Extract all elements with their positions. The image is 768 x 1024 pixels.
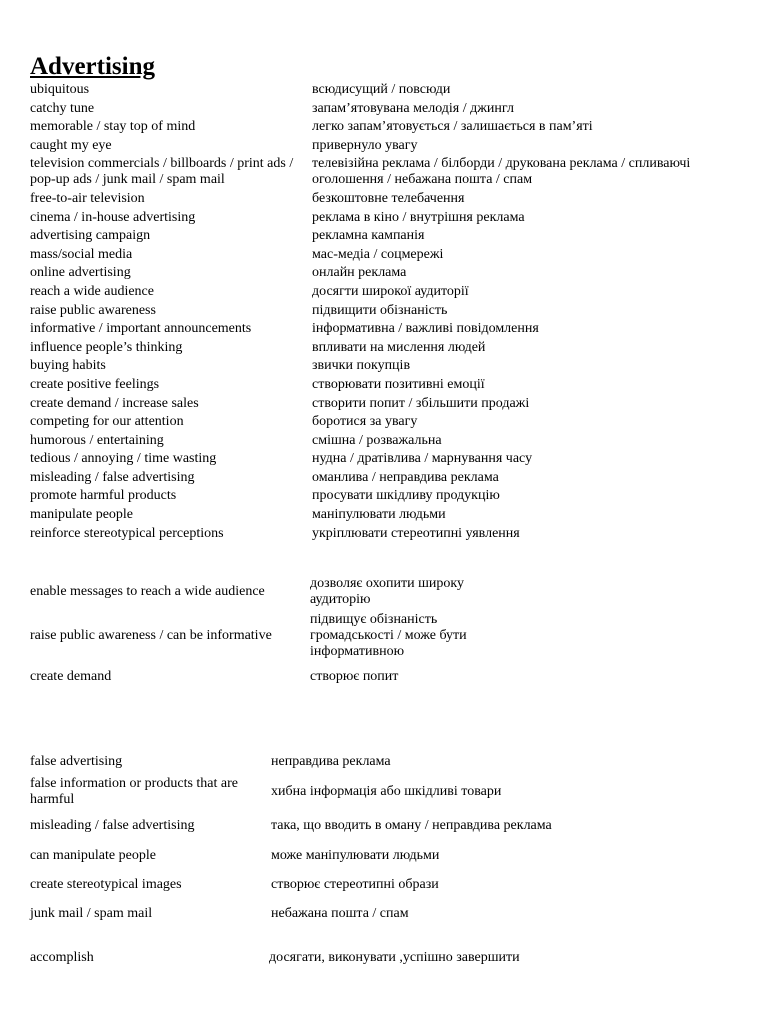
term-en: create demand — [30, 669, 112, 684]
term-uk: телевізійна реклама / білборди / друкована реклама / спливаючі оголошення / небажана пошта / спам — [312, 156, 691, 188]
table-row — [30, 470, 732, 489]
term-uk: смішна / розважальна — [312, 432, 442, 448]
term-uk: легко запам’ятовується / залишається в пам’яті — [312, 119, 593, 135]
table-row — [30, 898, 631, 930]
table-row — [30, 340, 732, 359]
term-uk: створює стереотипні образи — [271, 877, 439, 892]
table-row — [30, 82, 732, 101]
term-en: junk mail / spam mail — [30, 906, 153, 921]
table-row — [30, 303, 732, 322]
term-en: influence people’s thinking — [30, 339, 183, 355]
vocab-table-main — [30, 82, 732, 544]
table-row — [30, 840, 631, 872]
table-row — [30, 228, 732, 247]
term-en: false information or products that are harmful — [30, 776, 238, 807]
term-en: can manipulate people — [30, 848, 156, 863]
term-en: create stereotypical images — [30, 877, 182, 892]
term-uk: рекламна кампанія — [312, 228, 425, 244]
table-row — [30, 414, 732, 433]
table-row — [30, 396, 732, 415]
table-row — [30, 433, 732, 452]
table-row — [30, 377, 732, 396]
document-title: Advertising — [30, 53, 155, 80]
term-uk: така, що вводить в оману / неправдива реклама — [271, 818, 552, 833]
table-row — [30, 321, 732, 340]
term-en: online advertising — [30, 265, 131, 281]
term-en: humorous / entertaining — [30, 432, 164, 448]
term-en: promote harmful products — [30, 488, 177, 504]
table-row — [30, 507, 732, 526]
term-uk: оманлива / неправдива реклама — [312, 469, 499, 485]
term-en: create positive feelings — [30, 376, 160, 392]
term-uk: просувати шкідливу продукцію — [312, 488, 500, 504]
term-uk: неправдива реклама — [271, 754, 391, 769]
table-row — [30, 574, 510, 610]
term-en: buying habits — [30, 358, 106, 374]
table-row — [30, 610, 510, 662]
term-uk: онлайн реклама — [312, 265, 407, 281]
term-en: false advertising — [30, 754, 123, 769]
term-en: manipulate people — [30, 507, 134, 523]
term-uk: небажана пошта / спам — [271, 906, 409, 921]
term-en: tedious / annoying / time wasting — [30, 451, 217, 467]
term-uk: створювати позитивні емоції — [312, 376, 485, 392]
term-en: television commercials / billboards / print ads / pop-up ads / junk mail / spam mail — [30, 156, 294, 188]
term-en: accomplish — [30, 950, 94, 965]
table-row — [30, 946, 631, 970]
term-en: create demand / increase sales — [30, 395, 199, 411]
term-uk: реклама в кіно / внутрішня реклама — [312, 209, 525, 225]
vocab-table-benefits — [30, 574, 510, 692]
term-uk: досягти широкої аудиторії — [312, 283, 469, 299]
term-en: raise public awareness — [30, 302, 156, 318]
table-row — [30, 247, 732, 266]
term-en: ubiquitous — [30, 82, 90, 97]
table-spacer — [30, 930, 631, 946]
term-en: free-to-air television — [30, 190, 145, 206]
table-row — [30, 138, 732, 157]
term-en: competing for our attention — [30, 414, 184, 430]
term-uk: створює попит — [310, 669, 399, 684]
term-uk: маніпулювати людьми — [312, 507, 446, 523]
term-en: raise public awareness / can be informative — [30, 628, 272, 643]
table-row — [30, 210, 732, 229]
term-uk: мас-медіа / соцмережі — [312, 246, 444, 262]
term-uk: запам’ятовувана мелодія / джингл — [312, 100, 514, 116]
term-uk: хибна інформація або шкідливі товари — [271, 784, 502, 799]
term-en: advertising campaign — [30, 228, 151, 244]
table-row — [30, 752, 631, 772]
table-row — [30, 265, 732, 284]
vocab-table-drawbacks — [30, 752, 631, 970]
term-en: caught my eye — [30, 137, 112, 153]
table-row — [30, 119, 732, 138]
term-en: informative / important announcements — [30, 321, 252, 337]
term-uk: дозволяє охопити широку аудиторію — [310, 576, 465, 607]
term-en: catchy tune — [30, 100, 95, 116]
table-row — [30, 812, 631, 840]
term-uk: інформативна / важливі повідомлення — [312, 321, 539, 337]
table-row — [30, 872, 631, 898]
table-row — [30, 772, 631, 812]
table-row — [30, 526, 732, 545]
term-en: cinema / in-house advertising — [30, 209, 196, 225]
term-en: reinforce stereotypical perceptions — [30, 525, 224, 541]
table-row — [30, 488, 732, 507]
term-uk: безкоштовне телебачення — [312, 190, 465, 206]
term-uk: укріплювати стереотипні уявлення — [312, 525, 520, 541]
term-uk: нудна / дратівлива / марнування часу — [312, 451, 533, 467]
table-row — [30, 156, 732, 191]
table-row — [30, 101, 732, 120]
term-en: reach a wide audience — [30, 283, 154, 299]
term-uk: всюдисущий / повсюди — [312, 82, 451, 97]
term-en: mass/social media — [30, 246, 133, 262]
table-row — [30, 451, 732, 470]
term-uk: може маніпулювати людьми — [271, 848, 440, 863]
term-en: misleading / false advertising — [30, 469, 195, 485]
term-uk: досягати, виконувати ,успішно завершити — [269, 950, 520, 965]
term-uk: підвищити обізнаність — [312, 302, 448, 318]
table-row — [30, 284, 732, 303]
table-row — [30, 191, 732, 210]
term-en: misleading / false advertising — [30, 818, 195, 833]
table-row — [30, 662, 510, 692]
term-uk: впливати на мислення людей — [312, 339, 486, 355]
term-uk: звички покупців — [312, 358, 411, 374]
term-uk: створити попит / збільшити продажі — [312, 395, 530, 411]
term-uk: привернуло увагу — [312, 137, 418, 153]
term-uk: боротися за увагу — [312, 414, 418, 430]
term-en: memorable / stay top of mind — [30, 119, 196, 135]
term-en: enable messages to reach a wide audience — [30, 584, 265, 599]
term-uk: підвищує обізнаність громадськості / може бути інформативною — [310, 612, 467, 659]
table-row — [30, 358, 732, 377]
